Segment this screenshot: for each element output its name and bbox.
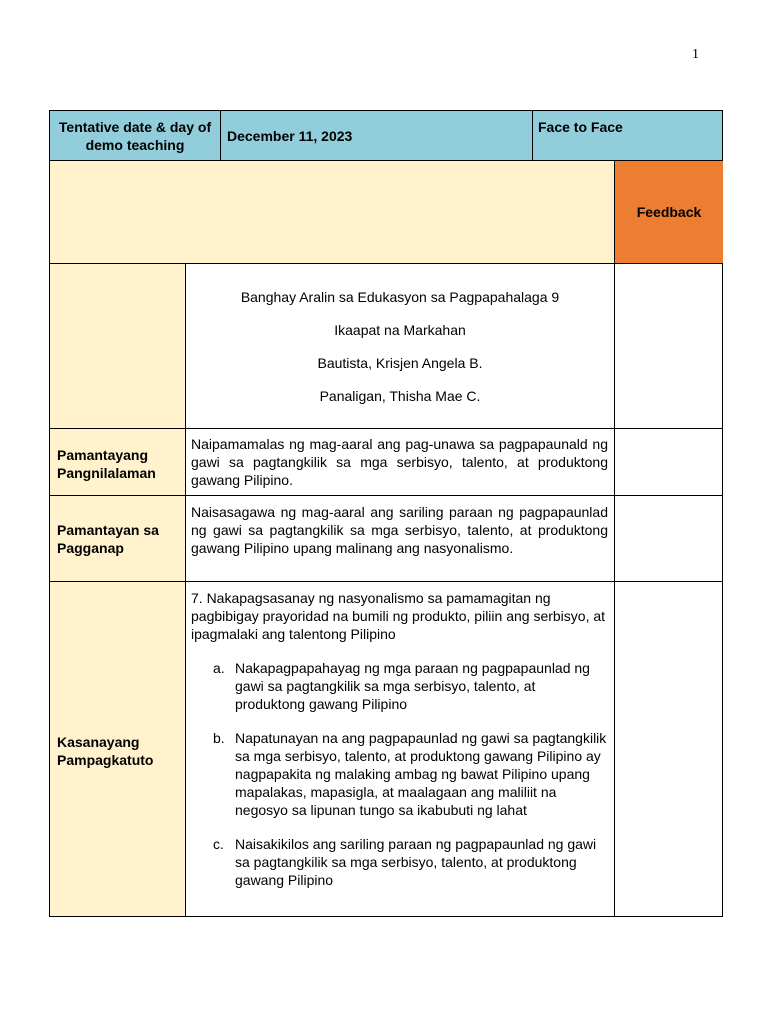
delivery-mode: Face to Face (538, 119, 623, 135)
top-blank-cell (50, 161, 614, 263)
content-standard-text: Naipamamalas ng mag-aaral ang pag-unawa sa pagpapaunald ng gawi sa pagtangkilik sa mga serbisyo, talento, at produktong gawang Pilipino. (191, 436, 608, 488)
competency-list (213, 659, 608, 889)
performance-standard-text: Naisasagawa ng mag-aaral ang sariling paraan ng pagpapaunlad ng gawi sa pagtangkilik sa mga serbisyo, talento, at produktong gawang Pilipino upang malinang ang nasyonalismo. (191, 504, 608, 556)
list-marker: a. (213, 660, 225, 676)
content-standard-label: Pamantayang Pangnilalaman (57, 447, 156, 481)
list-marker: b. (213, 730, 225, 746)
label-column (50, 264, 185, 916)
intro-author-1: Bautista, Krisjen Angela B. (317, 355, 483, 371)
list-item (213, 729, 608, 819)
competency-content (191, 589, 608, 889)
competency-label: Kasanayang Pampagkatuto (57, 734, 154, 768)
header-label: Tentative date & day of demo teaching (58, 119, 212, 153)
demo-date: December 11, 2023 (227, 128, 353, 144)
list-item-text: Napatunayan na ang pagpapaunlad ng gawi sa pagtangkilik sa mga serbisyo, talento, at produktong gawang Pilipino ay nagpapakita ng malaking ambag ng bawat Pilipino upang mapalakas, mapasigla, at maalagaan ang maliliit na negosyo sa lipunan tungo sa ikabubuti ng lahat (235, 730, 607, 818)
performance-standard-label: Pamantayan sa Pagganap (57, 522, 159, 556)
intro-quarter: Ikaapat na Markahan (334, 322, 466, 338)
list-item (213, 659, 608, 713)
list-marker: c. (213, 836, 224, 852)
header-row (49, 110, 723, 161)
lesson-table (49, 160, 723, 917)
list-item-text: Nakapagpapahayag ng mga paraan ng pagpapaunlad ng gawi sa pagtangkilik sa mga serbisyo, talento, at produktong gawang Pilipino (235, 660, 590, 712)
intro-author-2: Panaligan, Thisha Mae C. (319, 388, 481, 404)
competency-intro: 7. Nakapagsasanay ng nasyonalismo sa pamamagitan ng pagbibigay prayoridad na bumili ng produkto, piliin ang serbisyo, at ipagmalaki ang talentong Pilipino (191, 590, 606, 642)
list-item (213, 835, 608, 889)
page-number: 1 (692, 47, 699, 62)
intro-block (186, 288, 614, 405)
list-item-text: Naisakikilos ang sariling paraan ng pagpapaunlad ng gawi sa pagtangkilik sa mga serbisyo, talento, at produktong gawang Pilipino (235, 836, 597, 888)
intro-subject: Banghay Aralin sa Edukasyon sa Pagpapahalaga 9 (240, 289, 560, 305)
feedback-header: Feedback (615, 161, 723, 263)
